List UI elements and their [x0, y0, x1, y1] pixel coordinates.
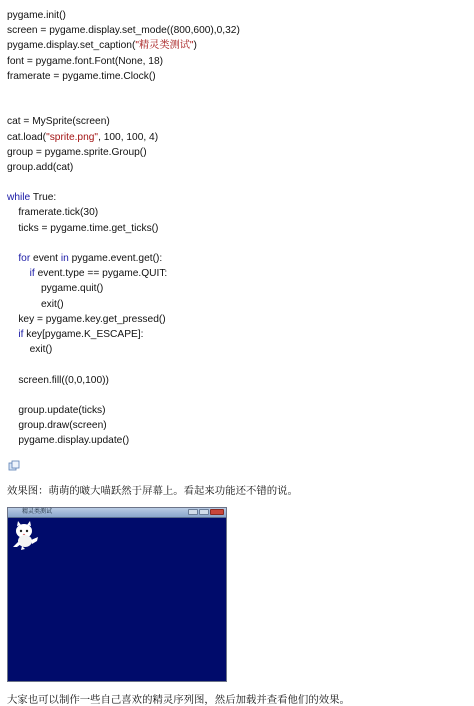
code-line — [7, 175, 462, 190]
minimize-icon — [188, 509, 198, 515]
code-line — [7, 357, 462, 372]
code-line: if key[pygame.K_ESCAPE]: — [18, 328, 144, 340]
code-line: if event.type == pygame.QUIT: — [29, 268, 168, 280]
game-window-screenshot — [7, 507, 227, 682]
close-icon — [210, 509, 224, 515]
code-line — [7, 99, 462, 114]
code-line: font = pygame.font.Font(None, 18) — [7, 55, 164, 67]
code-line: cat = MySprite(screen) — [7, 116, 110, 128]
code-line: framerate = pygame.time.Clock() — [7, 70, 156, 82]
code-line: screen = pygame.display.set_mode((800,600),0,32) — [7, 25, 240, 37]
sprite-cat-icon — [11, 520, 41, 550]
code-line: ticks = pygame.time.get_ticks() — [7, 222, 159, 234]
code-line: group.update(ticks) — [7, 404, 106, 416]
footer-caption: 大家也可以制作一些自己喜欢的精灵序列图，然后加载并查看他们的效果。 — [7, 695, 350, 706]
code-line: exit() — [7, 298, 64, 310]
code-line: while True: — [7, 192, 57, 204]
code-line: group.draw(screen) — [7, 420, 107, 432]
code-line — [7, 84, 462, 99]
window-titlebar — [8, 508, 226, 518]
window-controls — [188, 509, 224, 515]
code-line: pygame.quit() — [7, 283, 104, 295]
code-line: pygame.display.update() — [7, 435, 130, 447]
effect-caption: 效果图：萌萌的啵大喵跃然于屏幕上。看起来功能还不错的说。 — [7, 486, 298, 497]
code-line: framerate.tick(30) — [7, 207, 99, 219]
code-line: pygame.display.set_caption("精灵类测试") — [7, 40, 197, 52]
code-line: exit() — [7, 344, 53, 356]
code-line: group = pygame.sprite.Group() — [7, 146, 147, 158]
code-line — [7, 388, 462, 403]
maximize-icon — [199, 509, 209, 515]
window-title: 精灵类测试 — [22, 509, 53, 515]
code-line: key = pygame.key.get_pressed() — [7, 313, 166, 325]
copy-code-icon[interactable] — [8, 460, 20, 471]
code-block — [7, 8, 462, 448]
code-line — [7, 236, 462, 251]
code-line: pygame.init() — [7, 10, 66, 21]
code-line: screen.fill((0,0,100)) — [7, 374, 109, 386]
code-line: group.add(cat) — [7, 161, 74, 173]
code-line: for event in pygame.event.get(): — [18, 253, 163, 264]
code-line: cat.load("sprite.png", 100, 100, 4) — [7, 131, 159, 143]
